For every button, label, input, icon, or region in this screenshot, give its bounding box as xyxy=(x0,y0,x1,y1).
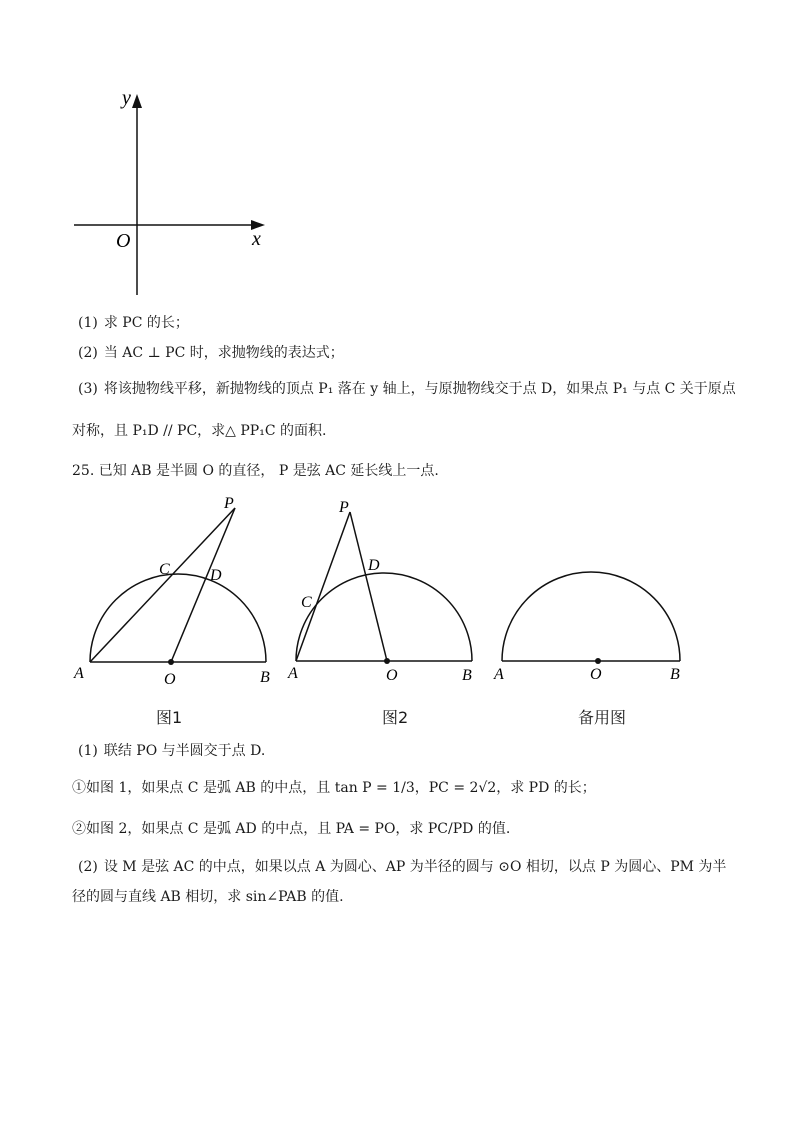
question-1 xyxy=(78,313,189,333)
question-3-number: (3) xyxy=(78,381,98,397)
figure-2-caption: 图2 xyxy=(382,708,409,727)
label-p: P xyxy=(339,499,349,516)
label-o: O xyxy=(590,666,602,683)
segment-ap xyxy=(296,512,350,661)
part-2-number: (2) xyxy=(78,859,98,875)
coordinate-axes-figure xyxy=(60,80,280,310)
label-b: B xyxy=(260,669,270,686)
problem-25-header: 25. 已知 AB 是半圆 O 的直径， P 是弦 AC 延长线上一点. xyxy=(72,463,439,479)
segment-ap xyxy=(90,508,235,662)
label-c: C xyxy=(159,561,170,578)
label-a: A xyxy=(288,665,298,682)
figure-1-caption: 图1 xyxy=(156,708,183,727)
origin-label: O xyxy=(116,230,131,252)
label-a: A xyxy=(494,666,504,683)
figure-spare xyxy=(488,560,698,690)
figure-1 xyxy=(68,490,288,690)
x-axis-label: x xyxy=(252,228,261,250)
problem-25-part-2 xyxy=(78,857,726,877)
figure-spare-caption: 备用图 xyxy=(578,708,627,727)
semicircle xyxy=(502,572,680,661)
label-o: O xyxy=(164,671,176,688)
problem-25-part-1 xyxy=(78,741,265,761)
semicircle xyxy=(90,574,266,662)
label-p: P xyxy=(224,495,234,512)
center-point xyxy=(168,659,174,665)
label-a: A xyxy=(74,665,84,682)
problem-25-part-1a: ①如图 1，如果点 C 是弧 AB 的中点，且 tan P = 1/3，PC = 2√2，求 PD 的长； xyxy=(72,780,596,796)
question-3 xyxy=(78,379,736,399)
part-1-number: (1) xyxy=(78,743,98,759)
question-2 xyxy=(78,343,344,363)
y-axis-label: y xyxy=(122,87,131,109)
problem-25-part-1b: ②如图 2，如果点 C 是弧 AD 的中点，且 PA = PO，求 PC/PD 的值. xyxy=(72,821,511,837)
center-point xyxy=(384,658,390,664)
segment-po xyxy=(350,512,387,661)
problem-25-part-2-continued: 径的圆与直线 AB 相切，求 sin∠PAB 的值. xyxy=(72,889,344,905)
question-3-text: 将该抛物线平移，新抛物线的顶点 P₁ 落在 y 轴上，与原抛物线交于点 D，如果点 P₁ 与点 C 关于原点 xyxy=(103,381,736,397)
segment-po xyxy=(171,508,235,662)
question-2-number: (2) xyxy=(78,345,98,361)
label-d: D xyxy=(368,557,380,574)
question-2-text: 当 AC ⊥ PC 时，求抛物线的表达式； xyxy=(103,345,344,361)
y-axis-arrow xyxy=(132,94,142,108)
figure-2 xyxy=(280,490,490,690)
question-1-number: (1) xyxy=(78,315,98,331)
question-1-text: 求 PC 的长； xyxy=(103,315,189,331)
part-2-text: 设 M 是弦 AC 的中点，如果以点 A 为圆心、AP 为半径的圆与 ⊙O 相切，以点 P 为圆心、PM 为半 xyxy=(103,859,727,875)
label-o: O xyxy=(386,667,398,684)
label-b: B xyxy=(462,667,472,684)
center-point xyxy=(595,658,601,664)
label-d: D xyxy=(210,567,222,584)
question-3-continued: 对称，且 P₁D // PC，求△ PP₁C 的面积. xyxy=(72,423,327,439)
part-1-text: 联结 PO 与半圆交于点 D. xyxy=(103,743,266,759)
label-c: C xyxy=(301,594,312,611)
label-b: B xyxy=(670,666,680,683)
